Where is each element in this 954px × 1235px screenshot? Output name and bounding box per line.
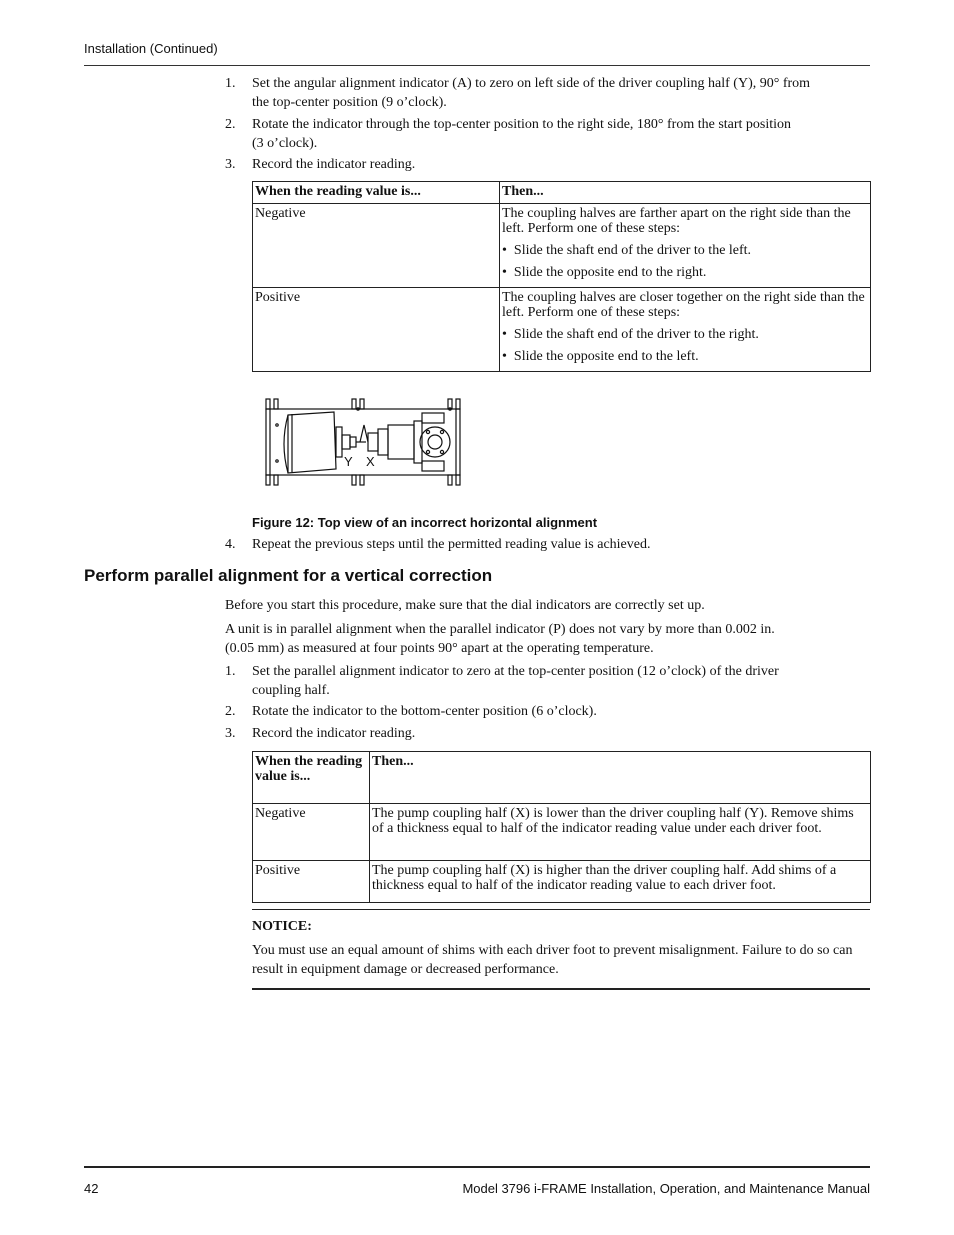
section-heading: Perform parallel alignment for a vertical correction (84, 566, 493, 585)
step-line: Set the angular alignment indicator (A) to zero on left side of the driver coupling half (Y), 90° from (252, 76, 811, 91)
step-number: 1. (225, 664, 236, 679)
footer-rule (84, 1166, 870, 1168)
step-number: 3. (225, 157, 236, 172)
then-cell: The pump coupling half (X) is higher than the driver coupling half. Add shims of a thickness equal to half of the indicator reading value to each driver foot. (370, 861, 871, 903)
step-text: Record the indicator reading. (252, 157, 416, 172)
step-line: coupling half. (252, 683, 330, 698)
step-line: the top-center position (9 o’clock). (252, 95, 447, 110)
step-text: Record the indicator reading. (252, 726, 416, 741)
table-row (253, 288, 871, 372)
intro-line: (0.05 mm) as measured at four points 90° apart at the operating temperature. (225, 641, 654, 656)
step-text (252, 74, 810, 112)
page-number: 42 (84, 1181, 99, 1196)
then-text: The coupling halves are farther apart on the right side than the left. Perform one of these steps: (502, 206, 851, 236)
bullet-item: • Slide the shaft end of the driver to the left. (502, 243, 752, 258)
step-number: 3. (225, 726, 236, 741)
reading-table-parallel (252, 751, 871, 903)
table-row (253, 804, 871, 861)
bullet-text: Slide the opposite end to the left. (513, 349, 699, 364)
header-rule (84, 65, 870, 66)
table-header: Then... (370, 752, 871, 804)
step-line: (3 o’clock). (252, 136, 318, 151)
notice-body: You must use an equal amount of shims with each driver foot to prevent misalignment. Failure to do so can result in equipment damage or decreased performance. (252, 943, 853, 977)
step-text: Repeat the previous steps until the permitted reading value is achieved. (252, 537, 651, 552)
bullet-item: • Slide the shaft end of the driver to the right. (502, 327, 759, 342)
reading-cell: Positive (253, 861, 370, 903)
manual-title: Model 3796 i-FRAME Installation, Operation, and Maintenance Manual (462, 1181, 870, 1196)
step-line: Set the parallel alignment indicator to zero at the top-center position (12 o’clock) of the driver (252, 664, 779, 679)
bullet-text: Slide the opposite end to the right. (513, 265, 707, 280)
reading-cell: Positive (253, 288, 500, 372)
step-text: Rotate the indicator to the bottom-center position (6 o’clock). (252, 704, 597, 719)
then-cell (500, 288, 871, 372)
then-text: The coupling halves are closer together on the right side than the left. Perform one of these steps: (502, 290, 865, 320)
driver-motor (284, 412, 350, 473)
table-header: Then... (500, 182, 871, 204)
intro-paragraph (225, 620, 775, 658)
step-text (252, 662, 779, 700)
notice-bottom-rule (252, 988, 870, 990)
bullet-text: Slide the shaft end of the driver to the right. (513, 327, 759, 342)
then-cell (500, 204, 871, 288)
intro-paragraph: Before you start this procedure, make sure that the dial indicators are correctly set up. (225, 598, 705, 613)
then-cell: The pump coupling half (X) is lower than the driver coupling half (Y). Remove shims of a thickness equal to half of the indicator reading value under each driver foot. (370, 804, 871, 861)
bullet-item: • Slide the opposite end to the right. (502, 265, 707, 280)
intro-line: A unit is in parallel alignment when the parallel indicator (P) does not vary by more than 0.002 in. (225, 622, 775, 637)
notice-top-rule (252, 909, 870, 910)
label-x: X (366, 454, 375, 469)
step-number: 2. (225, 117, 236, 132)
reading-table-angular (252, 181, 871, 372)
step-line: Rotate the indicator through the top-center position to the right side, 180° from the start position (252, 117, 792, 132)
table-row (253, 204, 871, 288)
figure-caption: Figure 12: Top view of an incorrect horizontal alignment (252, 515, 598, 530)
step-text (252, 115, 791, 153)
running-header: Installation (Continued) (84, 41, 218, 56)
step-number: 4. (225, 537, 236, 552)
alignment-figure (262, 395, 466, 491)
table-header: When the reading value is... (253, 752, 370, 804)
reading-cell: Negative (253, 204, 500, 288)
pump (368, 413, 450, 471)
reading-cell: Negative (253, 804, 370, 861)
bullet-text: Slide the shaft end of the driver to the left. (513, 243, 752, 258)
label-y: Y (344, 454, 353, 469)
table-row (253, 861, 871, 903)
notice-title: NOTICE: (252, 919, 312, 934)
bullet-item: • Slide the opposite end to the left. (502, 349, 699, 364)
table-header: When the reading value is... (253, 182, 500, 204)
coupling (350, 425, 368, 447)
step-number: 1. (225, 76, 236, 91)
step-number: 2. (225, 704, 236, 719)
